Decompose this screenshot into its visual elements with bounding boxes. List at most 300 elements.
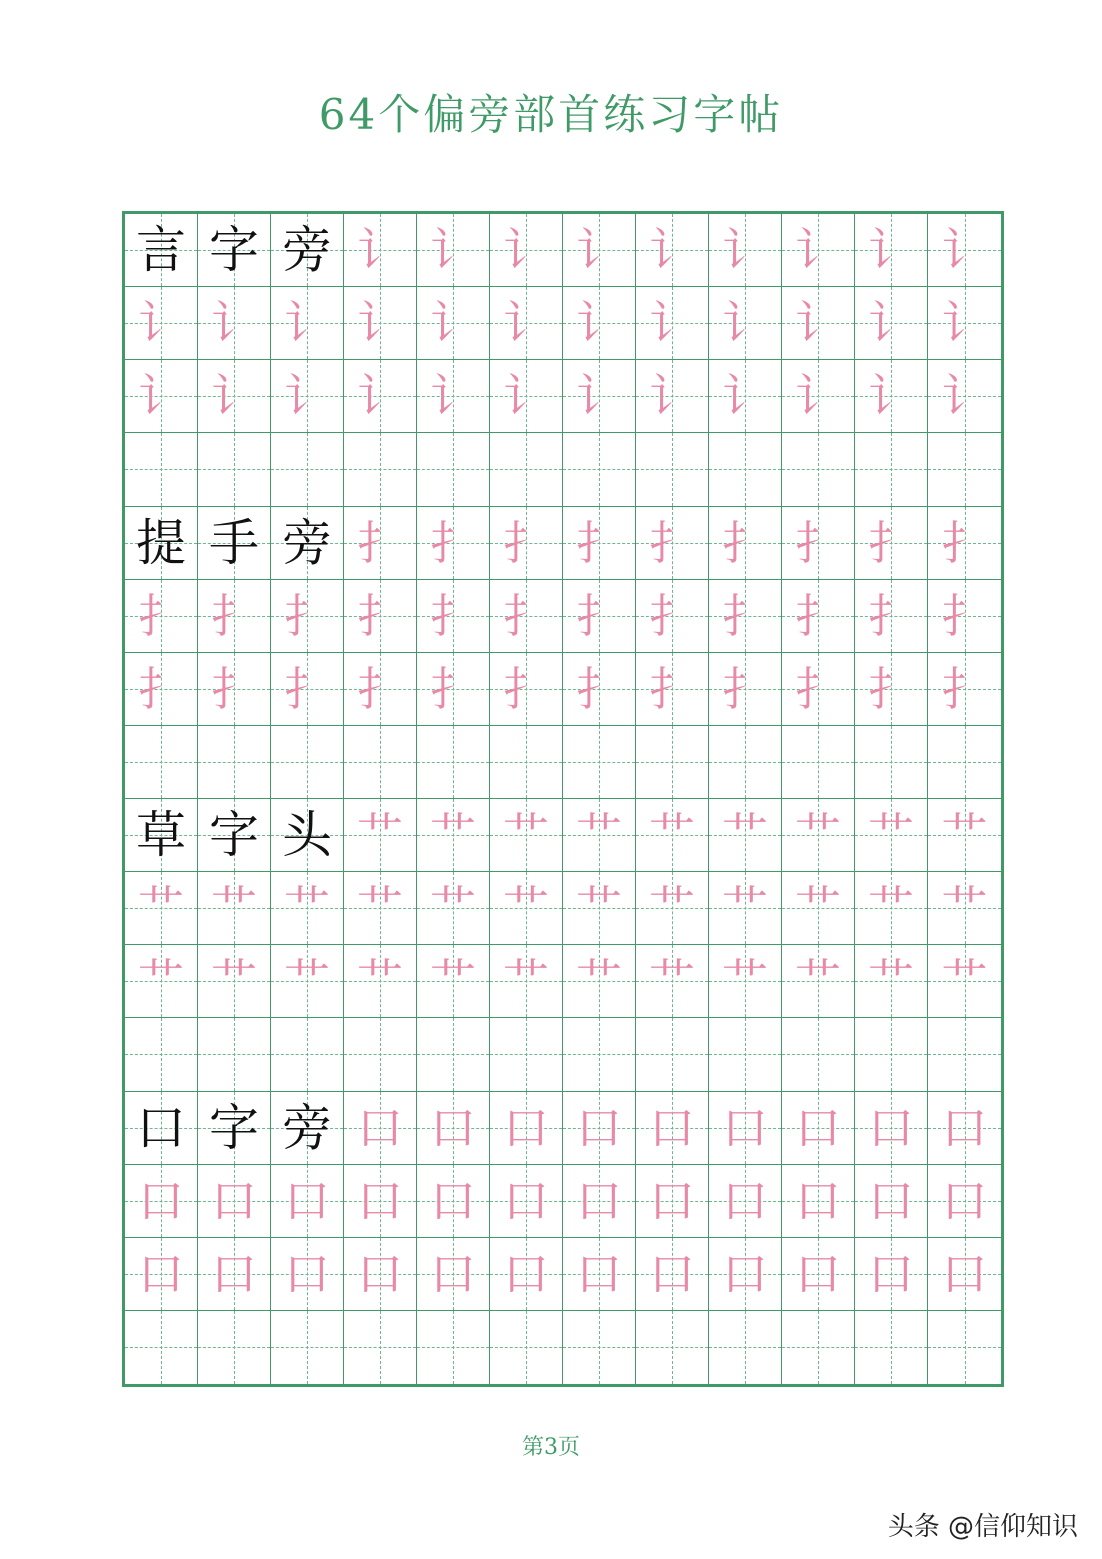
grid-cell <box>636 872 709 945</box>
grid-cell <box>709 945 782 1018</box>
grid-cell <box>417 287 490 360</box>
grid-cell <box>636 433 709 506</box>
grid-cell <box>417 433 490 506</box>
grid-cell <box>125 653 198 726</box>
grid-cell <box>490 872 563 945</box>
trace-radical: 口 <box>941 1173 988 1228</box>
grid-cell <box>928 1092 1001 1165</box>
trace-radical: 艹 <box>211 881 257 936</box>
grid-cell <box>782 1238 855 1311</box>
trace-radical: 艹 <box>649 808 695 863</box>
grid-cell <box>271 580 344 653</box>
grid-cell <box>563 945 636 1018</box>
trace-radical: 扌 <box>868 515 914 570</box>
trace-radical: 扌 <box>941 661 988 716</box>
trace-radical: 口 <box>868 1246 914 1301</box>
trace-radical: 扌 <box>503 588 549 643</box>
grid-cell <box>782 1018 855 1091</box>
grid-cell <box>928 1165 1001 1238</box>
trace-radical: 讠 <box>795 369 841 424</box>
grid-cell <box>271 433 344 506</box>
trace-radical: 艹 <box>284 954 330 1009</box>
grid-cell <box>563 214 636 287</box>
section-label-char: 字 <box>209 221 259 280</box>
trace-radical: 扌 <box>941 588 988 643</box>
grid-cell <box>125 360 198 433</box>
trace-radical: 讠 <box>138 369 184 424</box>
trace-radical: 口 <box>868 1100 914 1155</box>
grid-cell <box>198 1238 271 1311</box>
grid-cell <box>928 287 1001 360</box>
trace-radical: 艹 <box>430 954 476 1009</box>
trace-radical: 口 <box>795 1246 841 1301</box>
grid-cell <box>855 360 928 433</box>
trace-radical: 口 <box>576 1100 622 1155</box>
grid-cell <box>563 507 636 580</box>
trace-radical: 艹 <box>941 954 988 1009</box>
grid-cell <box>855 1092 928 1165</box>
trace-radical: 讠 <box>722 296 768 351</box>
trace-radical: 讠 <box>576 296 622 351</box>
grid-cell <box>271 872 344 945</box>
grid-cell <box>125 214 198 287</box>
grid-cell <box>490 945 563 1018</box>
trace-radical: 扌 <box>868 588 914 643</box>
grid-cell <box>855 507 928 580</box>
trace-radical: 讠 <box>211 296 257 351</box>
section-label-char: 草 <box>136 806 186 865</box>
trace-radical: 口 <box>576 1246 622 1301</box>
trace-radical: 口 <box>357 1173 403 1228</box>
trace-radical: 讠 <box>722 223 768 278</box>
grid-cell <box>271 1311 344 1384</box>
trace-radical: 艹 <box>795 954 841 1009</box>
grid-cell <box>344 1092 417 1165</box>
trace-radical: 艹 <box>649 881 695 936</box>
grid-cell <box>855 799 928 872</box>
grid-cell <box>928 360 1001 433</box>
trace-radical: 扌 <box>868 661 914 716</box>
grid-cell <box>709 1165 782 1238</box>
trace-radical: 讠 <box>649 223 695 278</box>
grid-cell <box>490 1311 563 1384</box>
grid-cell <box>417 1311 490 1384</box>
grid-cell <box>563 1238 636 1311</box>
trace-radical: 口 <box>795 1173 841 1228</box>
grid-cell <box>928 507 1001 580</box>
grid-cell <box>417 1238 490 1311</box>
grid-cell <box>855 653 928 726</box>
trace-radical: 艹 <box>722 954 768 1009</box>
trace-radical: 讠 <box>357 369 403 424</box>
grid-cell <box>709 1238 782 1311</box>
grid-cell <box>271 507 344 580</box>
trace-radical: 讠 <box>868 369 914 424</box>
section-label-char: 旁 <box>282 221 332 280</box>
grid-cell <box>271 1165 344 1238</box>
grid-cell <box>417 1165 490 1238</box>
trace-radical: 讠 <box>503 369 549 424</box>
grid-cell <box>855 726 928 799</box>
trace-radical: 艹 <box>941 808 988 863</box>
grid-cell <box>709 507 782 580</box>
grid-cell <box>344 433 417 506</box>
grid-cell <box>417 507 490 580</box>
grid-cell <box>855 945 928 1018</box>
grid-cell <box>855 214 928 287</box>
trace-radical: 讠 <box>941 296 988 351</box>
trace-radical: 扌 <box>722 661 768 716</box>
grid-cell <box>709 653 782 726</box>
trace-radical: 口 <box>357 1100 403 1155</box>
grid-cell <box>125 1018 198 1091</box>
trace-radical: 讠 <box>649 296 695 351</box>
grid-cell <box>490 1165 563 1238</box>
grid-cell <box>271 214 344 287</box>
grid-cell <box>563 1092 636 1165</box>
trace-radical: 扌 <box>795 515 841 570</box>
trace-radical: 扌 <box>284 588 330 643</box>
grid-cell <box>271 799 344 872</box>
trace-radical: 讠 <box>722 369 768 424</box>
grid-cell <box>782 653 855 726</box>
grid-cell <box>636 726 709 799</box>
section-label-char: 言 <box>136 221 186 280</box>
trace-radical: 口 <box>138 1173 184 1228</box>
grid-cell <box>344 507 417 580</box>
section-label-char: 字 <box>209 1098 259 1157</box>
grid-cell <box>928 214 1001 287</box>
trace-radical: 讠 <box>868 296 914 351</box>
grid-cell <box>563 580 636 653</box>
grid-cell <box>928 1238 1001 1311</box>
grid-cell <box>490 580 563 653</box>
trace-radical: 艹 <box>795 808 841 863</box>
grid-cell <box>928 799 1001 872</box>
grid-cell <box>417 872 490 945</box>
grid-cell <box>344 945 417 1018</box>
grid-cell <box>198 507 271 580</box>
grid-cell <box>490 287 563 360</box>
trace-radical: 扌 <box>649 515 695 570</box>
trace-radical: 扌 <box>357 515 403 570</box>
grid-cell <box>344 726 417 799</box>
trace-radical: 扌 <box>941 515 988 570</box>
trace-radical: 讠 <box>576 369 622 424</box>
trace-radical: 艹 <box>357 881 403 936</box>
grid-cell <box>563 287 636 360</box>
grid-cell <box>928 433 1001 506</box>
trace-radical: 讠 <box>284 296 330 351</box>
grid-cell <box>782 433 855 506</box>
grid-cell <box>490 1238 563 1311</box>
trace-radical: 扌 <box>430 515 476 570</box>
grid-cell <box>782 507 855 580</box>
grid-cell <box>344 580 417 653</box>
trace-radical: 扌 <box>503 661 549 716</box>
trace-radical: 艹 <box>430 808 476 863</box>
trace-radical: 扌 <box>649 661 695 716</box>
trace-radical: 扌 <box>576 515 622 570</box>
grid-cell <box>125 1238 198 1311</box>
trace-radical: 艹 <box>357 808 403 863</box>
grid-cell <box>271 945 344 1018</box>
grid-cell <box>928 726 1001 799</box>
trace-radical: 艹 <box>211 954 257 1009</box>
page-title: 64个偏旁部首练习字帖 <box>318 90 784 139</box>
grid-cell <box>490 214 563 287</box>
trace-radical: 口 <box>868 1173 914 1228</box>
trace-radical: 口 <box>138 1246 184 1301</box>
grid-cell <box>563 799 636 872</box>
trace-radical: 口 <box>795 1100 841 1155</box>
trace-radical: 艹 <box>503 881 549 936</box>
trace-radical: 扌 <box>576 661 622 716</box>
trace-radical: 讠 <box>138 296 184 351</box>
grid-cell <box>125 726 198 799</box>
grid-cell <box>417 726 490 799</box>
trace-radical: 口 <box>941 1246 988 1301</box>
grid-cell <box>563 360 636 433</box>
trace-radical: 讠 <box>649 369 695 424</box>
trace-radical: 讠 <box>795 223 841 278</box>
grid-cell <box>417 1092 490 1165</box>
grid-cell <box>344 360 417 433</box>
trace-radical: 口 <box>211 1246 257 1301</box>
trace-radical: 口 <box>649 1173 695 1228</box>
watermark: 头条 @信仰知识 <box>887 1512 1078 1542</box>
grid-cell <box>709 726 782 799</box>
trace-radical: 艹 <box>138 954 184 1009</box>
trace-radical: 口 <box>576 1173 622 1228</box>
grid-cell <box>198 945 271 1018</box>
trace-radical: 艹 <box>576 808 622 863</box>
grid-cell <box>344 653 417 726</box>
grid-cell <box>198 433 271 506</box>
grid-cell <box>417 1018 490 1091</box>
trace-radical: 艹 <box>722 808 768 863</box>
grid-cell <box>782 945 855 1018</box>
trace-radical: 口 <box>430 1246 476 1301</box>
trace-radical: 口 <box>284 1173 330 1228</box>
grid-cell <box>490 653 563 726</box>
trace-radical: 扌 <box>357 661 403 716</box>
grid-cell <box>125 507 198 580</box>
grid-cell <box>490 799 563 872</box>
page-number: 第3页 <box>522 1435 580 1460</box>
trace-radical: 扌 <box>649 588 695 643</box>
grid-cell <box>709 580 782 653</box>
grid-cell <box>125 1092 198 1165</box>
trace-radical: 艹 <box>357 954 403 1009</box>
trace-radical: 口 <box>649 1246 695 1301</box>
grid-cell <box>125 1165 198 1238</box>
trace-radical: 讠 <box>941 223 988 278</box>
grid-cell <box>563 1165 636 1238</box>
grid-cell <box>855 580 928 653</box>
grid-cell <box>417 799 490 872</box>
trace-radical: 艹 <box>941 881 988 936</box>
grid-cell <box>198 799 271 872</box>
trace-radical: 扌 <box>430 661 476 716</box>
grid-cell <box>417 360 490 433</box>
grid-cell <box>344 1018 417 1091</box>
grid-cell <box>490 433 563 506</box>
trace-radical: 口 <box>284 1246 330 1301</box>
trace-radical: 扌 <box>138 661 184 716</box>
grid-cell <box>198 1165 271 1238</box>
grid-cell <box>344 287 417 360</box>
trace-radical: 讠 <box>941 369 988 424</box>
grid-cell <box>636 1311 709 1384</box>
trace-radical: 艹 <box>503 954 549 1009</box>
section-label-char: 旁 <box>282 1098 332 1157</box>
grid-cell <box>563 1018 636 1091</box>
trace-radical: 讠 <box>503 296 549 351</box>
trace-radical: 口 <box>722 1100 768 1155</box>
grid-cell <box>636 799 709 872</box>
trace-radical: 口 <box>722 1173 768 1228</box>
grid-cell <box>709 1092 782 1165</box>
trace-radical: 讠 <box>795 296 841 351</box>
trace-radical: 讠 <box>430 296 476 351</box>
grid-cell <box>782 1092 855 1165</box>
grid-cell <box>198 872 271 945</box>
grid-cell <box>855 433 928 506</box>
grid-cell <box>125 799 198 872</box>
grid-cell <box>709 1018 782 1091</box>
grid-cell <box>417 945 490 1018</box>
grid-cell <box>636 360 709 433</box>
section-label-char: 头 <box>282 806 332 865</box>
trace-radical: 讠 <box>284 369 330 424</box>
grid-cell <box>344 1311 417 1384</box>
trace-radical: 艹 <box>649 954 695 1009</box>
trace-radical: 扌 <box>211 661 257 716</box>
grid-cell <box>636 653 709 726</box>
grid-cell <box>636 1018 709 1091</box>
trace-radical: 扌 <box>211 588 257 643</box>
grid-cell <box>709 872 782 945</box>
trace-radical: 扌 <box>576 588 622 643</box>
trace-radical: 口 <box>503 1246 549 1301</box>
trace-radical: 口 <box>430 1100 476 1155</box>
grid-cell <box>417 653 490 726</box>
trace-radical: 扌 <box>138 588 184 643</box>
grid-cell <box>855 1311 928 1384</box>
grid-cell <box>417 214 490 287</box>
trace-radical: 扌 <box>503 515 549 570</box>
grid-cell <box>636 287 709 360</box>
trace-radical: 扌 <box>795 588 841 643</box>
section-label-char: 手 <box>209 513 259 572</box>
grid-cell <box>563 726 636 799</box>
trace-radical: 扌 <box>722 515 768 570</box>
section-label-char: 提 <box>136 513 186 572</box>
grid-cell <box>563 872 636 945</box>
grid-cell <box>709 799 782 872</box>
grid-cell <box>344 214 417 287</box>
grid-cell <box>782 1311 855 1384</box>
grid-cell <box>198 1311 271 1384</box>
trace-radical: 扌 <box>357 588 403 643</box>
trace-radical: 口 <box>503 1173 549 1228</box>
grid-cell <box>855 1238 928 1311</box>
trace-radical: 艹 <box>722 881 768 936</box>
grid-cell <box>125 1311 198 1384</box>
grid-cell <box>490 360 563 433</box>
trace-radical: 讠 <box>357 223 403 278</box>
trace-radical: 口 <box>357 1246 403 1301</box>
grid-cell <box>198 580 271 653</box>
trace-radical: 讠 <box>211 369 257 424</box>
grid-cell <box>490 726 563 799</box>
grid-cell <box>782 799 855 872</box>
trace-radical: 口 <box>941 1100 988 1155</box>
grid-cell <box>782 872 855 945</box>
grid-cell <box>636 507 709 580</box>
grid-cell <box>636 1165 709 1238</box>
grid-cell <box>928 945 1001 1018</box>
grid-cell <box>125 433 198 506</box>
grid-cell <box>198 1092 271 1165</box>
grid-cell <box>709 1311 782 1384</box>
grid-cell <box>125 945 198 1018</box>
grid-cell <box>198 726 271 799</box>
trace-radical: 扌 <box>430 588 476 643</box>
grid-cell <box>344 1238 417 1311</box>
trace-radical: 艹 <box>138 881 184 936</box>
grid-cell <box>271 1018 344 1091</box>
grid-cell <box>344 799 417 872</box>
grid-cell <box>709 287 782 360</box>
grid-cell <box>782 360 855 433</box>
grid-cell <box>928 1311 1001 1384</box>
grid-cell <box>271 653 344 726</box>
section-label-char: 字 <box>209 806 259 865</box>
trace-radical: 艹 <box>795 881 841 936</box>
trace-radical: 艹 <box>284 881 330 936</box>
trace-radical: 艹 <box>868 881 914 936</box>
grid-cell <box>782 287 855 360</box>
trace-radical: 讠 <box>357 296 403 351</box>
grid-cell <box>563 1311 636 1384</box>
grid-cell <box>198 1018 271 1091</box>
grid-cell <box>198 214 271 287</box>
grid-cell <box>636 1092 709 1165</box>
grid-cell <box>125 580 198 653</box>
grid-cell <box>271 726 344 799</box>
section-label-char: 口 <box>136 1098 186 1157</box>
trace-radical: 口 <box>211 1173 257 1228</box>
trace-radical: 口 <box>430 1173 476 1228</box>
trace-radical: 艹 <box>430 881 476 936</box>
trace-radical: 扌 <box>795 661 841 716</box>
grid-cell <box>271 360 344 433</box>
grid-cell <box>782 214 855 287</box>
grid-cell <box>563 653 636 726</box>
trace-radical: 艹 <box>576 954 622 1009</box>
trace-radical: 艹 <box>576 881 622 936</box>
grid-cell <box>855 872 928 945</box>
grid-cell <box>198 653 271 726</box>
grid-cell <box>490 1018 563 1091</box>
trace-radical: 艹 <box>503 808 549 863</box>
grid-cell <box>928 580 1001 653</box>
grid-cell <box>782 1165 855 1238</box>
grid-cell <box>490 507 563 580</box>
grid-cell <box>271 287 344 360</box>
